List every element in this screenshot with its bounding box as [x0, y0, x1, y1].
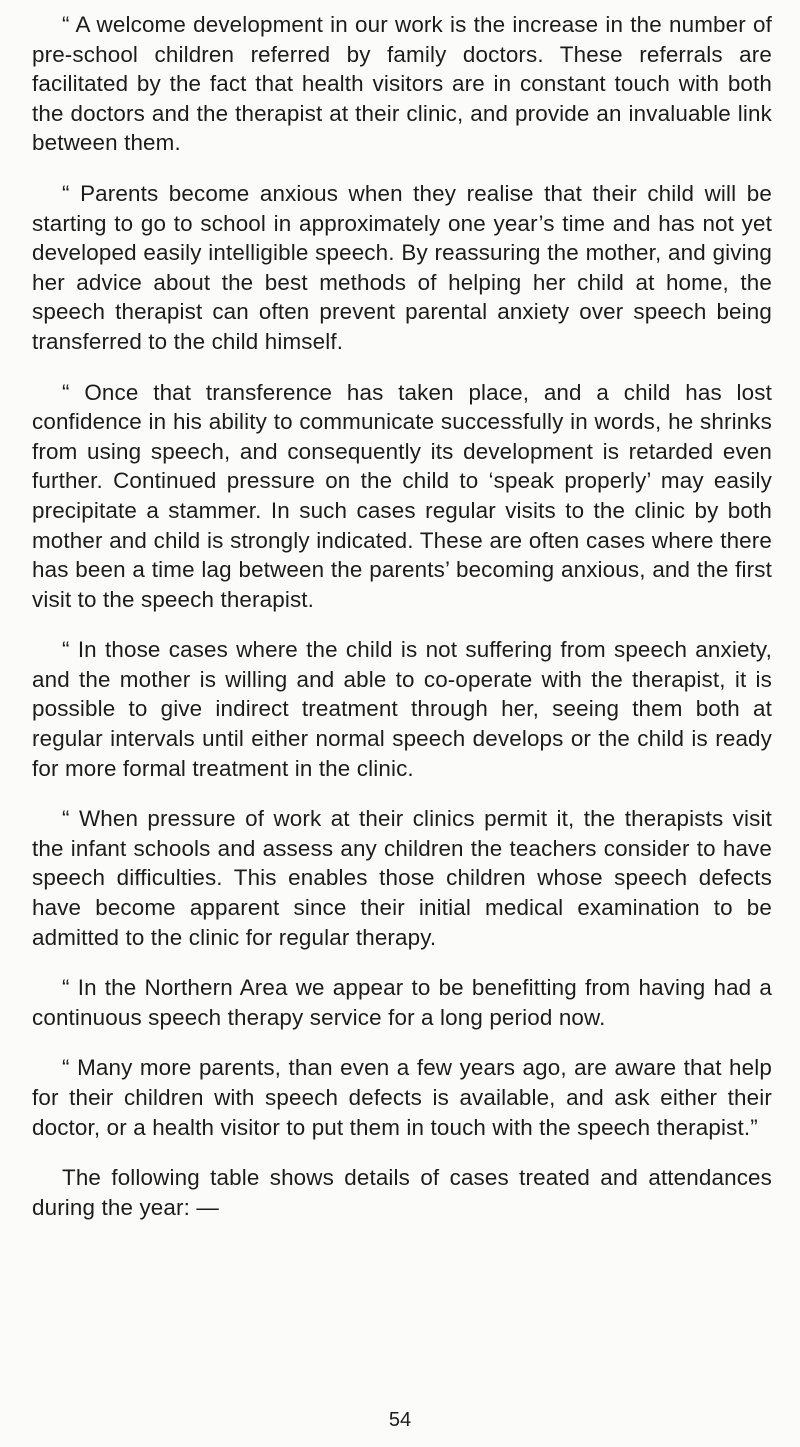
paragraph-northern-area: “ In the Northern Area we appear to be benefitting from having had a continuous speech therapy service for a long period now. — [32, 975, 772, 1030]
paragraph-table-intro: The following table shows details of cases treated and attendances during the year: — — [32, 1165, 772, 1220]
document-page — [32, 10, 772, 1243]
paragraph-school-visits: “ When pressure of work at their clinics permit it, the therapists visit the infant schools and assess any children the teachers consider to have speech difficulties. This enables those children whose speech defects have become apparent since their initial medical examination to be admitted to the clinic for regular therapy. — [32, 806, 772, 950]
paragraph-transference: “ Once that transference has taken place, and a child has lost confidence in his ability to communicate successfully in words, he shrinks from using speech, and consequently its development is retarded even further. Continued pressure on the child to ‘speak properly’ may easily precipitate a stammer. In such cases regular visits to the clinic by both mother and child is strongly indicated. These are often cases where there has been a time lag between the parents’ becoming anxious, and the first visit to the speech therapist. — [32, 379, 772, 612]
page-number: 54 — [388, 1409, 412, 1431]
paragraph-parents-anxious: “ Parents become anxious when they realise that their child will be starting to go to school in approximately one year’s time and has not yet developed easily intelligible speech. By reassuring the mother, and giving her advice about the best methods of helping her child at home, the speech therapist can often prevent parental anxiety over speech being transferred to the child himself. — [32, 180, 772, 354]
paragraph-referrals: “ A welcome development in our work is the increase in the number of pre-school children referred by family doctors. These referrals are facilitated by the fact that health visitors are in constant touch with both the doctors and the therapist at their clinic, and provide an invaluable link between them. — [32, 12, 772, 156]
paragraph-indirect-treatment: “ In those cases where the child is not suffering from speech anxiety, and the mother is willing and able to co-operate with the therapist, it is possible to give indirect treatment through her, seeing them both at regular intervals until either normal speech develops or the child is ready for more formal treatment in the clinic. — [32, 637, 772, 781]
paragraph-many-parents: “ Many more parents, than even a few years ago, are aware that help for their children with speech defects is available, and ask either their doctor, or a health visitor to put them in touch with the speech therapist.” — [32, 1055, 772, 1140]
